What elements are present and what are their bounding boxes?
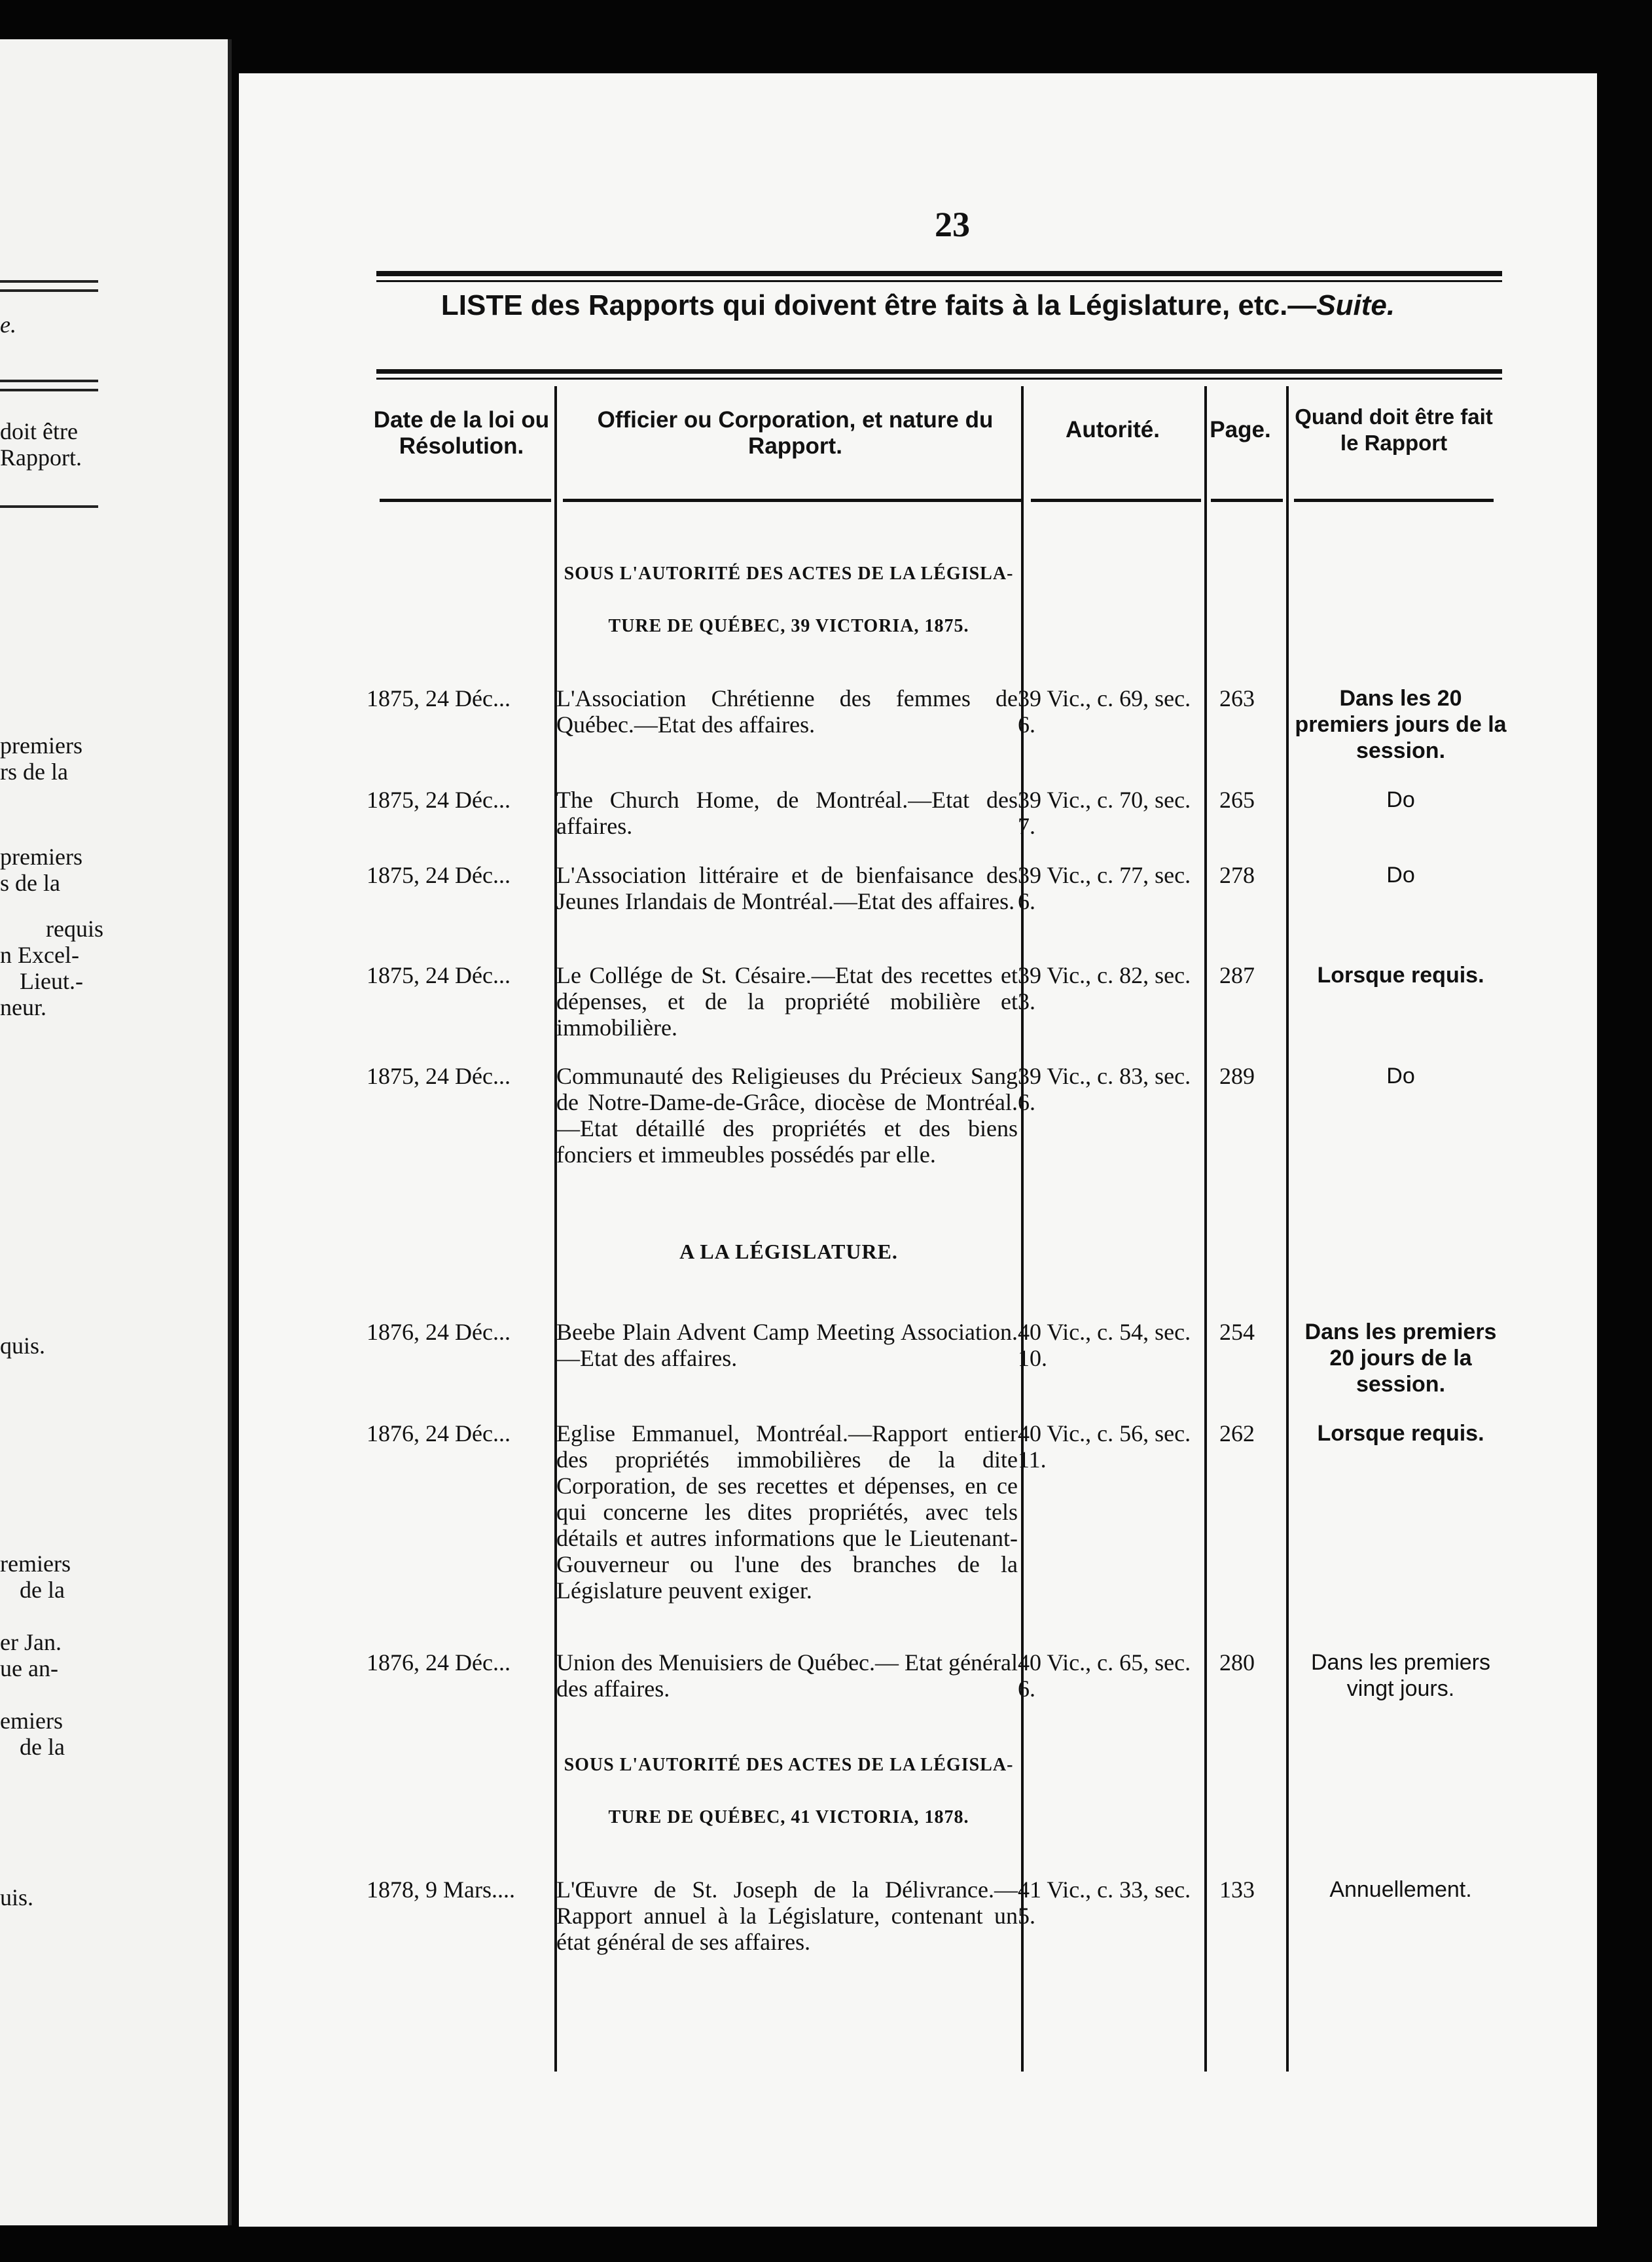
row-when: Dans les premiers 20 jours de la session. (1304, 1320, 1497, 1397)
column-header-date: Date de la loi ou Résolution. (373, 407, 550, 459)
header-bottom-rule (1211, 499, 1283, 502)
row-authority: 39 Vic., c. 77, sec. 6. (1018, 862, 1191, 914)
header-bottom-rule (1031, 499, 1201, 502)
left-page-fragment: quis. (0, 1333, 46, 1359)
section-heading: SOUS L'AUTORITÉ DES ACTES DE LA LÉGISLA- (564, 1755, 1014, 1775)
row-date: 1875, 24 Déc... (367, 862, 511, 888)
row-officer: L'Association littéraire et de bienfaisance des Jeunes Irlandais de Montréal.—Etat des affaires. (556, 862, 1018, 914)
left-page-fragment: neur. (0, 994, 46, 1020)
row-date: 1878, 9 Mars.... (367, 1876, 515, 1903)
row-date: 1875, 24 Déc... (367, 685, 511, 711)
row-date: 1875, 24 Déc... (367, 962, 511, 988)
row-authority: 40 Vic., c. 65, sec. 6. (1018, 1649, 1191, 1702)
row-authority: 40 Vic., c. 56, sec. 11. (1018, 1420, 1191, 1473)
row-page: 254 (1219, 1319, 1255, 1345)
left-facing-page (0, 39, 232, 2225)
column-header-page: Page. (1210, 417, 1271, 442)
left-page-fragment: premiers (0, 844, 82, 870)
left-page-fragment: de la (20, 1734, 65, 1760)
row-authority: 40 Vic., c. 54, sec. 10. (1018, 1319, 1191, 1371)
page-title (239, 289, 1597, 322)
left-page-rule (0, 380, 98, 382)
row-authority: 41 Vic., c. 33, sec. 5. (1018, 1876, 1191, 1929)
row-when: Do (1386, 863, 1415, 888)
left-page-fragment: Lieut.- (20, 968, 83, 994)
row-officer: Communauté des Religieuses du Précieux Sang de Notre-Dame-de-Grâce, diocèse de Montréal.—Etat détaillé des propriétés et des biens fonciers et immeubles possédés par elle. (556, 1063, 1018, 1168)
page-title-text: LISTE des Rapports qui doivent être faits à la Législature, etc.— (440, 289, 1317, 321)
section-heading: SOUS L'AUTORITÉ DES ACTES DE LA LÉGISLA- (564, 564, 1014, 584)
row-when: Do (1386, 787, 1415, 812)
row-when: Lorsque requis. (1317, 1421, 1484, 1446)
left-page-fragment: rs de la (0, 759, 68, 785)
column-divider (1286, 386, 1289, 2072)
left-page-fragment: uis. (0, 1884, 34, 1911)
section-heading: TURE DE QUÉBEC, 41 VICTORIA, 1878. (608, 1807, 969, 1827)
header-top-rule-thin (376, 378, 1502, 380)
section-heading: TURE DE QUÉBEC, 39 VICTORIA, 1875. (608, 616, 969, 636)
row-page: 278 (1219, 862, 1255, 888)
left-page-fragment: premiers (0, 732, 82, 759)
column-divider (1204, 386, 1207, 2072)
left-page-rule (0, 389, 98, 391)
row-authority: 39 Vic., c. 83, sec. 6. (1018, 1063, 1191, 1115)
row-officer: L'Œuvre de St. Joseph de la Délivrance.—Rapport annuel à la Législature, contenant un état général de ses affaires. (556, 1876, 1018, 1955)
left-page-fragment: Rapport. (0, 444, 82, 471)
header-top-rule (376, 369, 1502, 374)
row-date: 1876, 24 Déc... (367, 1319, 511, 1345)
left-page-fragment: s de la (0, 870, 60, 896)
row-officer: Eglise Emmanuel, Montréal.—Rapport entier des propriétés immobilières de la dite Corporation, de ses recettes et dépenses, en ce qui concerne les dites propriétés, avec tels détails et autres informations que le Lieutenant-Gouverneur ou l'une des branches de la Législature peuvent exiger. (556, 1420, 1018, 1604)
row-when: Annuellement. (1329, 1877, 1472, 1902)
row-when: Do (1386, 1064, 1415, 1088)
row-page: 289 (1219, 1063, 1255, 1089)
row-officer: L'Association Chrétienne des femmes de Québec.—Etat des affaires. (556, 685, 1018, 738)
row-page: 133 (1219, 1876, 1255, 1903)
row-date: 1876, 24 Déc... (367, 1420, 511, 1446)
left-page-fragment: remiers (0, 1551, 71, 1577)
section-heading: A LA LÉGISLATURE. (679, 1240, 898, 1263)
column-header-when: Quand doit être fait le Rapport (1295, 404, 1493, 455)
row-date: 1876, 24 Déc... (367, 1649, 511, 1676)
row-officer: Union des Menuisiers de Québec.— Etat général des affaires. (556, 1649, 1018, 1702)
row-officer: The Church Home, de Montréal.—Etat des affaires. (556, 787, 1018, 839)
page-number: 23 (935, 205, 970, 244)
row-officer: Beebe Plain Advent Camp Meeting Association.—Etat des affaires. (556, 1319, 1018, 1371)
row-authority: 39 Vic., c. 82, sec. 3. (1018, 962, 1191, 1014)
row-authority: 39 Vic., c. 69, sec. 6. (1018, 685, 1191, 738)
left-page-fragment: er Jan. (0, 1629, 62, 1655)
row-officer: Le Collége de St. Césaire.—Etat des recettes et dépenses, et de la propriété mobilière et immobilière. (556, 962, 1018, 1041)
left-page-fragment: ue an- (0, 1655, 58, 1681)
row-when: Dans les premiers vingt jours. (1311, 1650, 1490, 1701)
column-divider (1021, 386, 1024, 2072)
column-divider (554, 386, 557, 2072)
row-page: 265 (1219, 787, 1255, 813)
title-top-rule-thin (376, 280, 1502, 282)
left-page-fragment: emiers (0, 1708, 63, 1734)
left-page-fragment: de la (20, 1577, 65, 1603)
column-header-authority: Autorité. (1066, 417, 1160, 442)
row-when: Lorsque requis. (1317, 963, 1484, 988)
header-bottom-rule (563, 499, 1021, 502)
row-when: Dans les 20 premiers jours de la session. (1295, 686, 1507, 763)
left-page-fragment: doit être (0, 418, 78, 444)
row-page: 262 (1219, 1420, 1255, 1446)
left-page-fragment: n Excel- (0, 942, 79, 968)
row-authority: 39 Vic., c. 70, sec. 7. (1018, 787, 1191, 839)
row-date: 1875, 24 Déc... (367, 787, 511, 813)
row-date: 1875, 24 Déc... (367, 1063, 511, 1089)
header-bottom-rule (380, 499, 551, 502)
header-bottom-rule (1294, 499, 1494, 502)
row-page: 287 (1219, 962, 1255, 988)
page-title-suffix: Suite. (1316, 289, 1395, 321)
row-page: 280 (1219, 1649, 1255, 1676)
left-page-rule (0, 280, 98, 283)
left-page-rule (0, 289, 98, 292)
column-header-officer: Officier ou Corporation, et nature du Rapport. (597, 407, 994, 459)
left-page-rule (0, 505, 98, 508)
row-page: 263 (1219, 685, 1255, 711)
left-page-fragment: e. (0, 312, 16, 338)
left-page-fragment: requis (46, 916, 103, 942)
document-page (239, 73, 1597, 2227)
title-top-rule (376, 271, 1502, 276)
